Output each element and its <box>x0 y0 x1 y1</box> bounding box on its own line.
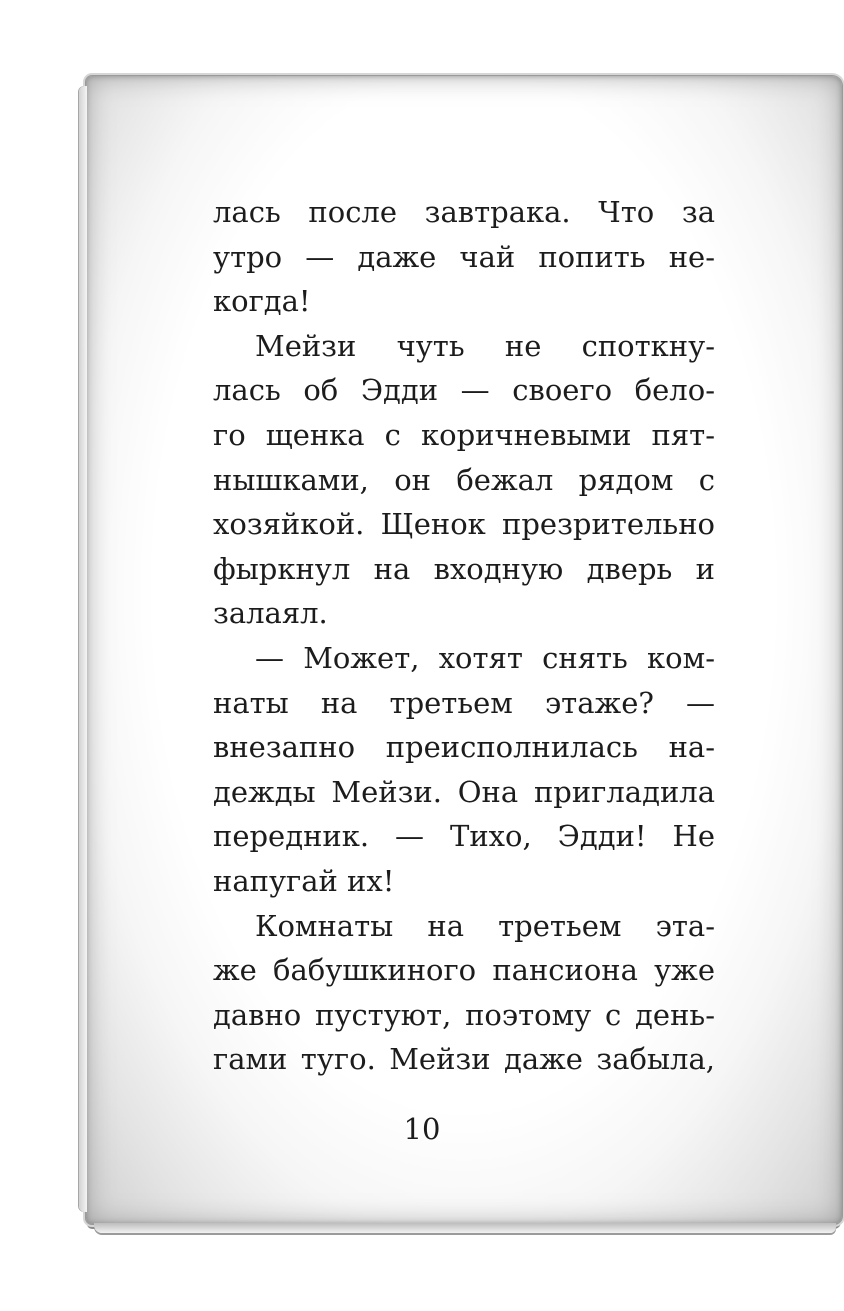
text-line: утро — даже чай попить не- <box>213 239 715 274</box>
text-line: лась после завтрака. Что за <box>213 195 715 229</box>
text-line: же бабушкиного пансиона уже <box>213 953 715 988</box>
text-line: передник. — Тихо, Эдди! Не <box>213 819 715 854</box>
text-line: давно пустуют, поэтому с день- <box>213 997 715 1032</box>
text-line: нышками, он бежал рядом с <box>213 462 715 497</box>
text-line: дежды Мейзи. Она пригладила <box>213 774 715 809</box>
text-line: гами туго. Мейзи даже забыла, <box>213 1042 715 1077</box>
text-line: го щенка с коричневыми пят- <box>213 417 715 452</box>
text-line: лась об Эдди — своего бело- <box>213 373 715 408</box>
text-line: Мейзи чуть не споткну- <box>255 328 715 363</box>
page-number: 10 <box>403 1112 441 1146</box>
text-line: когда! <box>213 284 311 319</box>
text-line: фыркнул на входную дверь и <box>213 551 715 586</box>
text-line: напугай их! <box>213 863 395 898</box>
text-line: Комнаты на третьем эта- <box>255 908 715 943</box>
body-text <box>213 190 715 1082</box>
text-line: наты на третьем этаже? — <box>213 685 715 720</box>
text-line: залаял. <box>213 596 328 631</box>
text-line: внезапно преисполнилась на- <box>213 730 715 765</box>
text-line: — Может, хотят снять ком- <box>255 640 715 675</box>
text-line: хозяйкой. Щенок презрительно <box>213 507 715 542</box>
